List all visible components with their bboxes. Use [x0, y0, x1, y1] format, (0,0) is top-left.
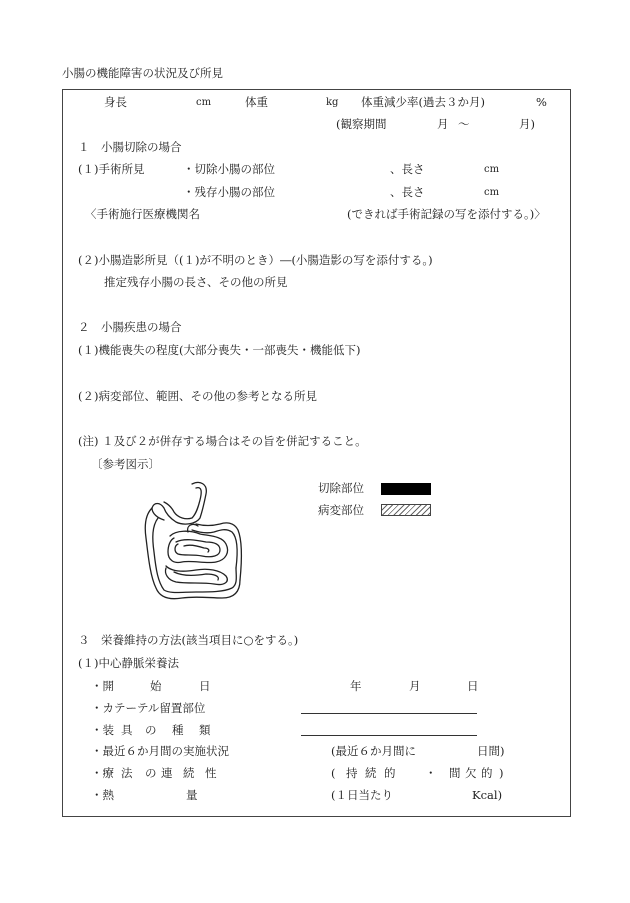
- form-title: 小腸の機能障害の状況及び所見: [62, 66, 223, 80]
- remaining-length-label: 、長さ: [390, 185, 425, 199]
- remaining-length-unit: cm: [484, 187, 500, 198]
- continuity-open-paren: (: [331, 766, 336, 780]
- continuity-char2: 法: [121, 766, 133, 780]
- device-char4: 種: [172, 723, 184, 737]
- start-year-label: 年: [350, 679, 362, 693]
- section2-heading: ２ 小腸疾患の場合: [78, 320, 182, 334]
- continuity-char4: 連: [161, 766, 173, 780]
- legend-resection-label: 切除部位: [318, 481, 364, 495]
- legend-lesion-swatch: [381, 504, 431, 516]
- device-char1: ・装: [91, 723, 114, 737]
- continuous-char2[interactable]: 続: [365, 766, 377, 780]
- contrast-findings-label: (２)小腸造影所見（(１)が不明のとき）―(小腸造影の写を添付する。): [78, 253, 433, 267]
- continuity-close-paren: ): [499, 766, 504, 780]
- legend-lesion-label: 病変部位: [318, 503, 364, 517]
- start-date-char3: 日: [199, 679, 211, 693]
- resected-length-label: 、長さ: [390, 162, 425, 176]
- resected-site-label: ・切除小腸の部位: [183, 162, 275, 176]
- recent-status-label: ・最近６か月間の実施状況: [91, 744, 229, 758]
- device-char2: 具: [121, 723, 133, 737]
- continuous-char1[interactable]: 持: [346, 766, 358, 780]
- weight-loss-rate-label: 体重減少率(過去３か月): [361, 95, 485, 109]
- resected-length-unit: cm: [484, 164, 500, 175]
- attach-record-note: (できれば手術記録の写を添付する。)〉: [347, 207, 546, 221]
- recent-status-prefix: (最近６か月間に: [331, 744, 416, 758]
- recent-status-days: 日間): [477, 744, 505, 758]
- height-unit: cm: [196, 97, 212, 108]
- observation-end-month: 月): [519, 117, 535, 131]
- weight-loss-unit: %: [536, 95, 547, 109]
- continuity-separator: ・: [425, 766, 437, 780]
- continuity-char6: 性: [205, 766, 217, 780]
- continuity-char1: ・療: [91, 766, 114, 780]
- device-type-field[interactable]: [301, 735, 477, 736]
- section3-heading: ３ 栄養維持の方法(該当項目に○をする。): [78, 633, 299, 647]
- surgical-findings-label: (１)手術所見: [78, 162, 145, 176]
- weight-unit: kg: [326, 97, 339, 108]
- remaining-site-label: ・残存小腸の部位: [183, 185, 275, 199]
- legend-resection-swatch: [381, 483, 431, 495]
- height-label: 身長: [104, 95, 127, 109]
- calorie-char2: 量: [186, 788, 198, 802]
- device-char5: 類: [199, 723, 211, 737]
- calorie-unit: Kcal): [472, 788, 503, 802]
- catheter-site-field[interactable]: [301, 713, 477, 714]
- small-intestine-illustration: [130, 480, 250, 620]
- weight-label: 体重: [245, 95, 268, 109]
- start-date-char1: ・開: [91, 679, 114, 693]
- continuity-char5: 続: [183, 766, 195, 780]
- continuous-char3[interactable]: 的: [384, 766, 396, 780]
- intermittent-char2[interactable]: 欠: [465, 766, 477, 780]
- estimated-length-label: 推定残存小腸の長さ、その他の所見: [104, 275, 288, 289]
- start-date-char2: 始: [150, 679, 162, 693]
- function-loss-degree: (１)機能喪失の程度(大部分喪失・一部喪失・機能低下): [78, 343, 361, 357]
- continuity-char3: の: [145, 766, 157, 780]
- catheter-site-label: ・カテーテル留置部位: [91, 701, 206, 715]
- tpn-label: (１)中心静脈栄養法: [78, 656, 179, 670]
- note-text: (注) １及び２が併存する場合はその旨を併記すること。: [78, 434, 367, 448]
- calorie-char1: ・熱: [91, 788, 114, 802]
- hospital-label: 〈手術施行医療機関名: [85, 207, 200, 221]
- start-month-label: 月: [409, 679, 421, 693]
- observation-start-month: 月: [437, 117, 449, 131]
- start-day-label: 日: [467, 679, 479, 693]
- observation-tilde: 〜: [458, 117, 470, 131]
- device-char3: の: [145, 723, 157, 737]
- reference-figure-label: 〔参考図示〕: [91, 457, 160, 471]
- intermittent-char3[interactable]: 的: [481, 766, 493, 780]
- observation-period-label: (観察期間: [336, 117, 387, 131]
- intermittent-char1[interactable]: 間: [449, 766, 461, 780]
- section1-heading: １ 小腸切除の場合: [78, 140, 182, 154]
- calorie-prefix: (１日当たり: [331, 788, 393, 802]
- lesion-findings-label: (２)病変部位、範囲、その他の参考となる所見: [78, 389, 317, 403]
